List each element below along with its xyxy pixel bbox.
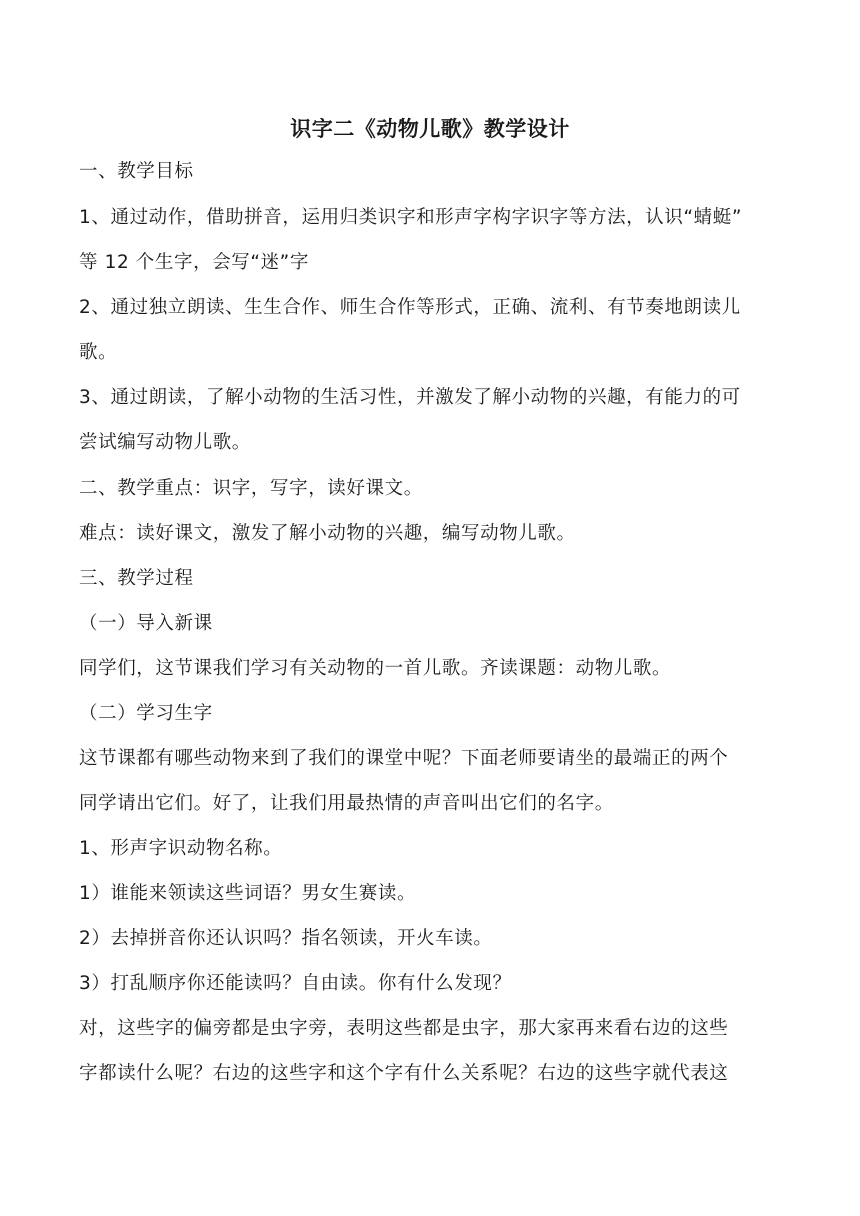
- paragraph-line: 2）去掉拼音你还认识吗？指名领读，开火车读。: [79, 928, 493, 949]
- paragraph-line: 2、通过独立朗读、生生合作、师生合作等形式，正确、流利、有节奏地朗读儿: [79, 297, 741, 318]
- section-heading-key-points: 二、教学重点：识字，写字，读好课文。: [79, 478, 423, 499]
- paragraph-line: 歌。: [79, 342, 118, 363]
- subsection-heading: （一）导入新课: [79, 613, 213, 634]
- document-title: 识字二《动物儿歌》教学设计: [290, 117, 570, 141]
- paragraph-line: 对，这些字的偏旁都是虫字旁，表明这些都是虫字，那大家再来看右边的这些: [79, 1018, 729, 1039]
- paragraph-line: 同学们，这节课我们学习有关动物的一首儿歌。齐读课题：动物儿歌。: [79, 658, 672, 679]
- paragraph-line: 这节课都有哪些动物来到了我们的课堂中呢？下面老师要请坐的最端正的两个: [79, 748, 729, 769]
- paragraph-line: 尝试编写动物儿歌。: [79, 432, 251, 453]
- paragraph-line: 3）打乱顺序你还能读吗？自由读。你有什么发现？: [79, 973, 512, 994]
- section-heading-objectives: 一、教学目标: [79, 161, 194, 182]
- paragraph-line: 等 12 个生字，会写“迷”字: [79, 252, 309, 273]
- paragraph-line: 1）谁能来领读这些词语？男女生赛读。: [79, 883, 417, 904]
- paragraph-line: 难点：读好课文，激发了解小动物的兴趣，编写动物儿歌。: [79, 523, 576, 544]
- paragraph-line: 1、通过动作，借助拼音，运用归类识字和形声字构字识字等方法，认识“蜻蜓”: [79, 207, 743, 228]
- section-heading-process: 三、教学过程: [79, 568, 194, 589]
- paragraph-line: 字都读什么呢？右边的这些字和这个字有什么关系呢？右边的这些字就代表这: [79, 1063, 729, 1084]
- paragraph-line: 1、形声字识动物名称。: [79, 838, 283, 859]
- paragraph-line: 3、通过朗读，了解小动物的生活习性，并激发了解小动物的兴趣，有能力的可: [79, 387, 741, 408]
- subsection-heading: （二）学习生字: [79, 703, 213, 724]
- paragraph-line: 同学请出它们。好了，让我们用最热情的声音叫出它们的名字。: [79, 793, 614, 814]
